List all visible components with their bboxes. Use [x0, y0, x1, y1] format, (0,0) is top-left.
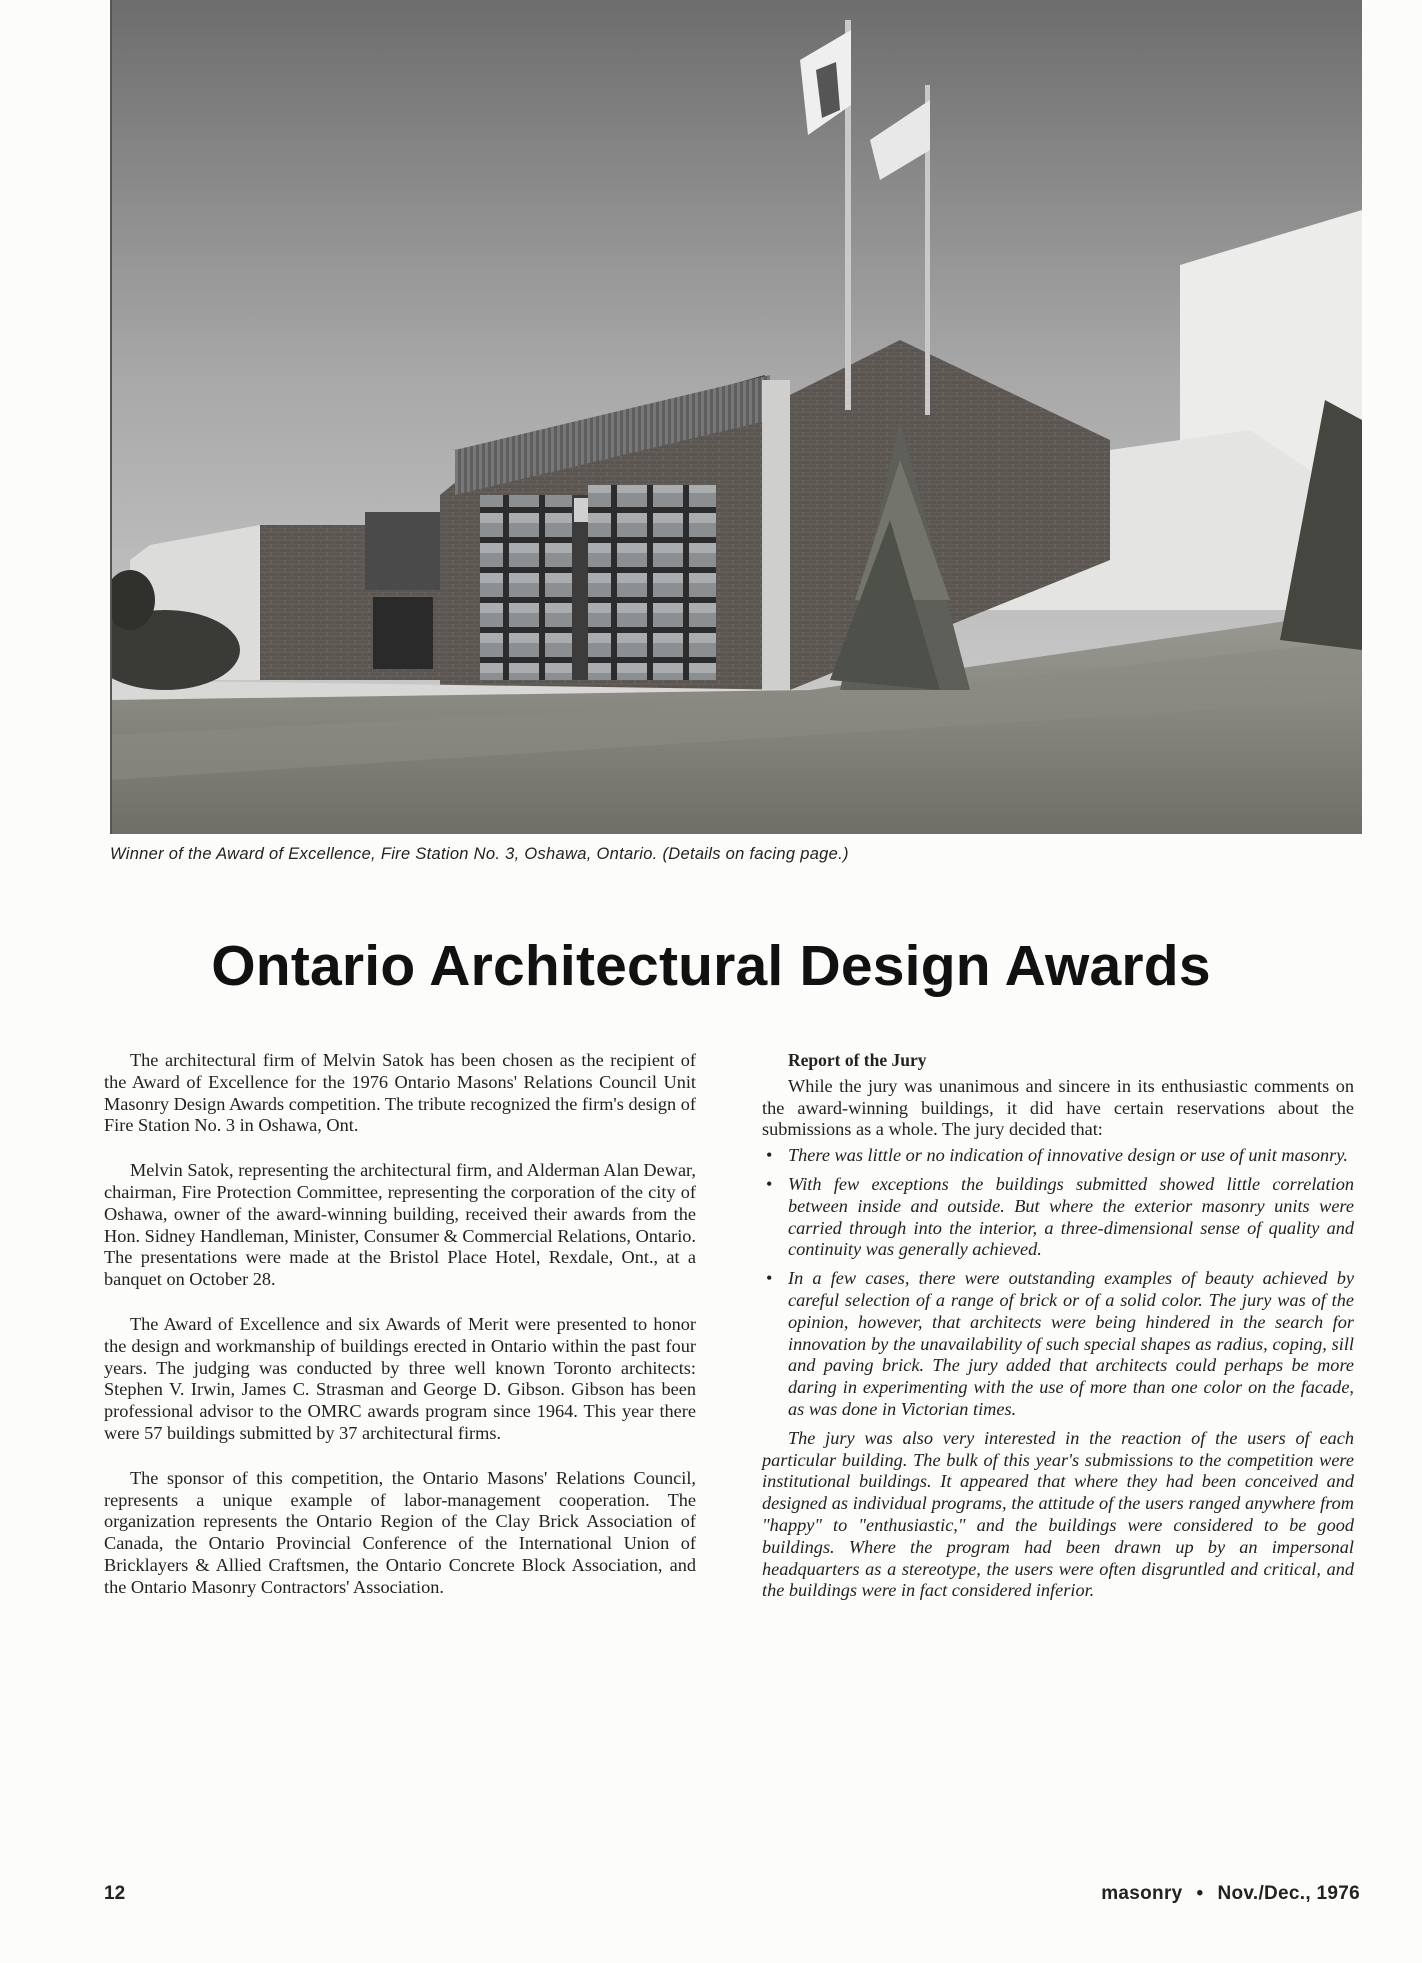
issue-date: Nov./Dec., 1976 — [1217, 1883, 1360, 1904]
paragraph: The jury was also very interested in the reaction of the users of each particular building. The bulk of this year's submissions to the competition were institutional buildings. It appeared that where they had been conceived and designed as individual programs, the attitude of the users ranged anywhere from "happy" to "enthusiastic," and the buildings were considered to be good buildings. Where the program had been drawn up by an impersonal headquarters as a stereotype, the users were often disgruntled and critical, and the buildings were in fact considered inferior. — [762, 1427, 1354, 1601]
list-item — [762, 1145, 1354, 1167]
page-number: 12 — [104, 1883, 126, 1904]
section-heading: Report of the Jury — [788, 1050, 927, 1070]
list-item — [762, 1268, 1354, 1421]
jury-findings-list — [762, 1145, 1354, 1421]
bullet-icon: • — [766, 1145, 773, 1166]
paragraph: The sponsor of this competition, the Ontario Masons' Relations Council, represents a unique example of labor-management cooperation. The organization represents the Ontario Region of the Clay Brick Association of Canada, the Ontario Provincial Conference of the International Union of Bricklayers & Allied Craftsmen, the Ontario Concrete Block Association, and the Ontario Masonry Contractors' Association. — [104, 1467, 696, 1597]
paragraph: While the jury was unanimous and sincere in its enthusiastic comments on the award-winning buildings, it did have certain reservations about the submissions as a whole. The jury decided that: — [762, 1075, 1354, 1140]
magazine-name: masonry — [1101, 1883, 1183, 1904]
list-item — [762, 1174, 1354, 1261]
fire-station-photo — [110, 0, 1362, 834]
paragraph: Melvin Satok, representing the architectural firm, and Alderman Alan Dewar, chairman, Fire Protection Committee, representing the corporation of the city of Oshawa, owner of the award-winning building, received their awards from the Hon. Sidney Handleman, Minister, Consumer & Commercial Relations, Ontario. The presentations were made at the Bristol Place Hotel, Rexdale, Ont., at a banquet on October 28. — [104, 1160, 696, 1290]
list-item-text: With few exceptions the buildings submitted showed little correlation between inside and outside. But where the exterior masonry units were carried through into the interior, a three-dimensional sense of quality and continuity was generally achieved. — [788, 1173, 1354, 1260]
running-footer — [1101, 1883, 1360, 1905]
bullet-icon: • — [766, 1173, 773, 1194]
article-title: Ontario Architectural Design Awards — [211, 934, 1211, 998]
photo-caption: Winner of the Award of Excellence, Fire Station No. 3, Oshawa, Ontario. (Details on facing page.) — [110, 845, 849, 863]
list-item-text: There was little or no indication of innovative design or use of unit masonry. — [788, 1145, 1348, 1166]
bullet-icon: • — [766, 1268, 773, 1289]
left-column — [104, 1050, 696, 1622]
list-item-text: In a few cases, there were outstanding examples of beauty achieved by careful selection of a range of brick or of a solid color. The jury was of the opinion, however, that architects were being hindered in the search for innovation by the unavailability of such special shapes as radius, coping, sill and paving brick. The jury added that architects could perhaps be more daring in experimenting with the use of more than one color on the facade, as was done in Victorian times. — [788, 1268, 1354, 1419]
right-column — [762, 1050, 1354, 1606]
paragraph: The Award of Excellence and six Awards of Merit were presented to honor the design and workmanship of buildings erected in Ontario within the past four years. The judging was conducted by three well known Toronto architects: Stephen V. Irwin, James C. Strasman and George D. Gibson. Gibson has been professional advisor to the OMRC awards program since 1964. This year there were 57 buildings submitted by 37 architectural firms. — [104, 1313, 696, 1443]
separator-icon: • — [1196, 1883, 1204, 1904]
paragraph: The architectural firm of Melvin Satok has been chosen as the recipient of the Award of Excellence for the 1976 Ontario Masons' Relations Council Unit Masonry Design Awards competition. The tribute recognized the firm's design of Fire Station No. 3 in Oshawa, Ont. — [104, 1050, 696, 1136]
